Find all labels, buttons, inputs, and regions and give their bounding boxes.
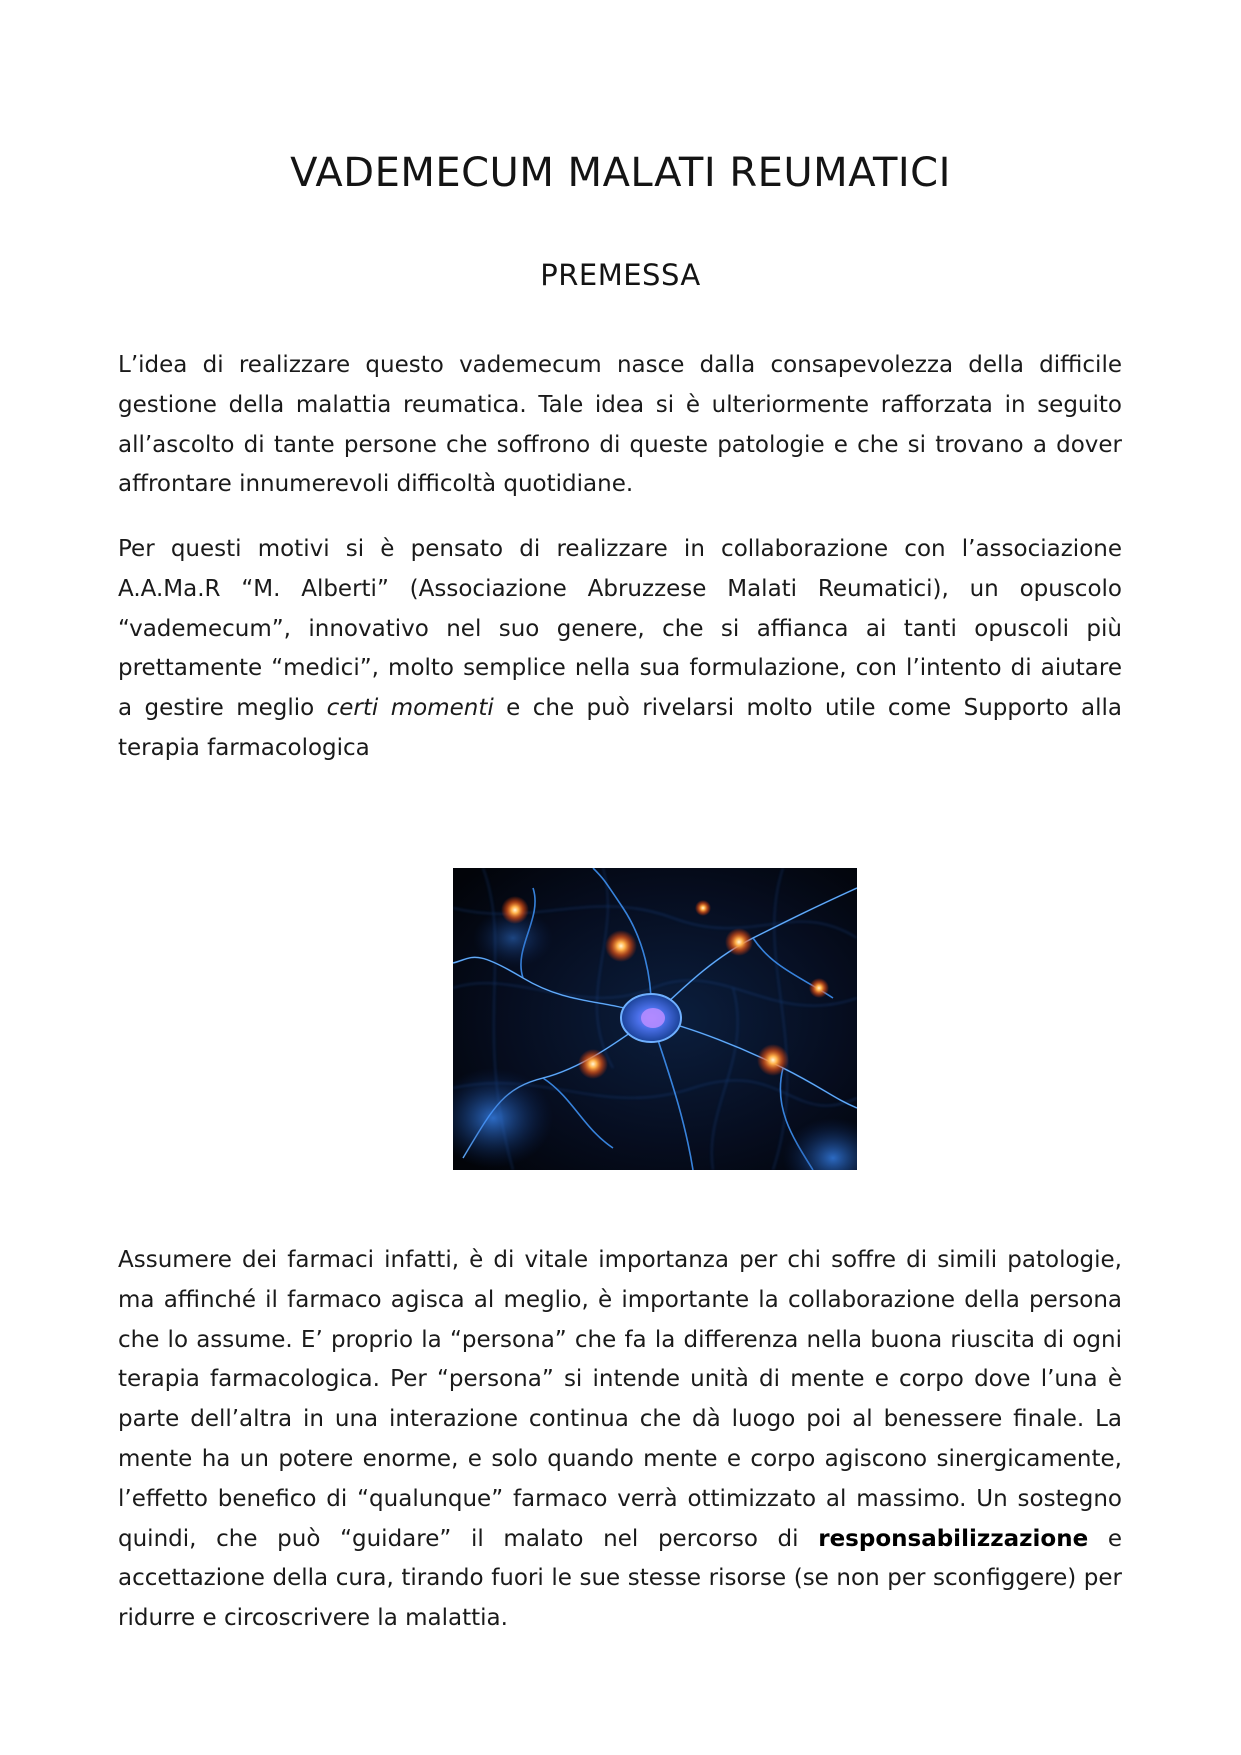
motivation-text-2: e che può rivelarsi molto utile come Supporto alla terapia farmacologica — [118, 695, 1122, 761]
motivation-text-1: Per questi motivi si è pensato di realizzare in collaborazione con l’associazione A.A.Ma.R “M. Alberti” (Associazione Abruzzese Malati Reumatici), un opuscolo “vademecum”, innovativo nel suo genere, che si affianca ai tanti opuscoli più prettamente “medici”, molto semplice nella sua formulazione, con l’intento di aiutare a gestire meglio — [118, 536, 1122, 722]
neuron-network-svg — [453, 868, 857, 1170]
neuron-network-illustration — [453, 868, 857, 1170]
therapy-text-1: Assumere dei farmaci infatti, è di vitale importanza per chi soffre di simili patologie, ma affinché il farmaco agisca al meglio, è importante la collaborazione della persona che lo assume. E’ proprio la “persona” che fa la differenza nella buona riuscita di ogni terapia farmacologica. Per “persona” si intende unità di mente e corpo dove l’una è parte dell’altra in una interazione continua che dà luogo poi al benessere finale. La mente ha un potere enorme, e solo quando mente e corpo agiscono sinergicamente, l’effetto benefico di “qualunque” farmaco verrà ottimizzato al massimo. Un sostegno quindi, che può “guidare” il malato nel percorso di — [118, 1247, 1122, 1552]
motivation-paragraph — [118, 530, 1122, 769]
emphasis-text: certi momenti — [326, 695, 494, 722]
intro-paragraph: L’idea di realizzare questo vademecum nasce dalla consapevolezza della difficile gestione della malattia reumatica. Tale idea si è ulteriormente rafforzata in seguito all’ascolto di tante persone che soffrono di queste patologie e che si trovano a dover affrontare innumerevoli difficoltà quotidiane. — [118, 352, 1122, 498]
therapy-paragraph — [118, 1241, 1122, 1639]
document-title: VADEMECUM MALATI REUMATICI — [290, 150, 951, 196]
therapy-text-2: e accettazione della cura, tirando fuori le sue stesse risorse (se non per sconfiggere) per ridurre e circoscrivere la malattia. — [118, 1525, 1122, 1632]
section-heading: PREMESSA — [540, 258, 701, 292]
bold-keyword: responsabilizzazione — [818, 1525, 1089, 1552]
